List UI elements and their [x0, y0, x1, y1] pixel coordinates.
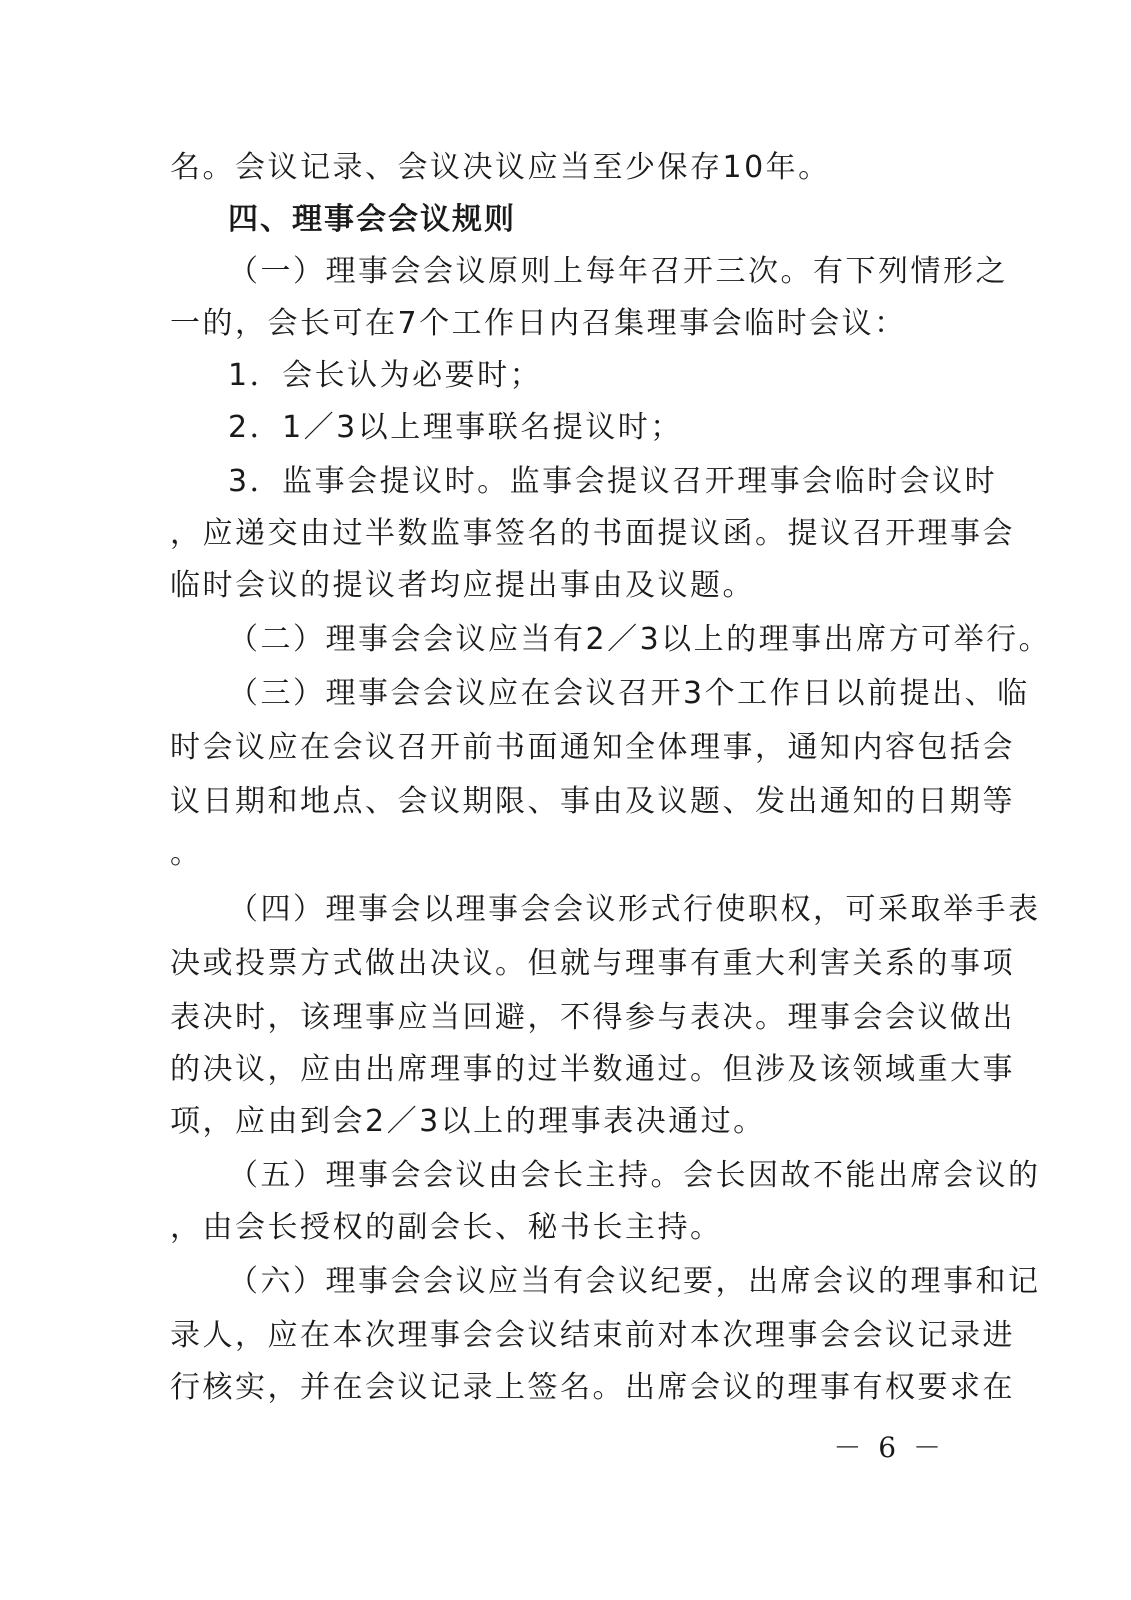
text-line-11: （三）理事会会议应在会议召开3个工作日以前提出、临: [228, 676, 1030, 711]
text-line-8: ，应递交由过半数监事签名的书面提议函。提议召开理事会: [170, 516, 1015, 551]
text-line-16: 决或投票方式做出决议。但就与理事有重大利害关系的事项: [170, 946, 1015, 981]
text-line-10: （二）理事会会议应当有2／3以上的理事出席方可举行。: [228, 622, 1052, 657]
text-line-19: 项，应由到会2／3以上的理事表决通过。: [170, 1104, 766, 1139]
text-line-14: 。: [170, 836, 203, 871]
text-line-17: 表决时，该理事应当回避，不得参与表决。理事会会议做出: [170, 1000, 1015, 1035]
text-line-1: 名。会议记录、会议决议应当至少保存10年。: [170, 150, 831, 185]
text-line-5: 1．会长认为必要时；: [228, 358, 543, 393]
text-line-3: （一）理事会会议原则上每年召开三次。有下列情形之: [228, 254, 1008, 289]
text-line-22: （六）理事会会议应当有会议纪要，出席会议的理事和记: [228, 1264, 1041, 1299]
text-line-7: 3．监事会提议时。监事会提议召开理事会临时会议时: [228, 464, 998, 499]
text-line-4: 一的，会长可在7个工作日内召集理事会临时会议：: [170, 306, 907, 341]
text-line-6: 2．1／3以上理事联名提议时；: [228, 410, 683, 445]
text-line-12: 时会议应在会议召开前书面通知全体理事，通知内容包括会: [170, 730, 1015, 765]
section-heading: 四、理事会会议规则: [228, 202, 516, 237]
text-line-23: 录人，应在本次理事会会议结束前对本次理事会会议记录进: [170, 1318, 1015, 1353]
text-line-13: 议日期和地点、会议期限、事由及议题、发出通知的日期等: [170, 784, 1015, 819]
text-line-21: ，由会长授权的副会长、秘书长主持。: [170, 1210, 723, 1245]
text-line-20: （五）理事会会议由会长主持。会长因故不能出席会议的: [228, 1158, 1041, 1193]
text-line-24: 行核实，并在会议记录上签名。出席会议的理事有权要求在: [170, 1370, 1015, 1405]
page-number: － 6 －: [833, 1431, 945, 1464]
text-line-15: （四）理事会以理事会会议形式行使职权，可采取举手表: [228, 892, 1041, 927]
text-line-9: 临时会议的提议者均应提出事由及议题。: [170, 568, 755, 603]
text-line-18: 的决议，应由出席理事的过半数通过。但涉及该领域重大事: [170, 1052, 1015, 1087]
